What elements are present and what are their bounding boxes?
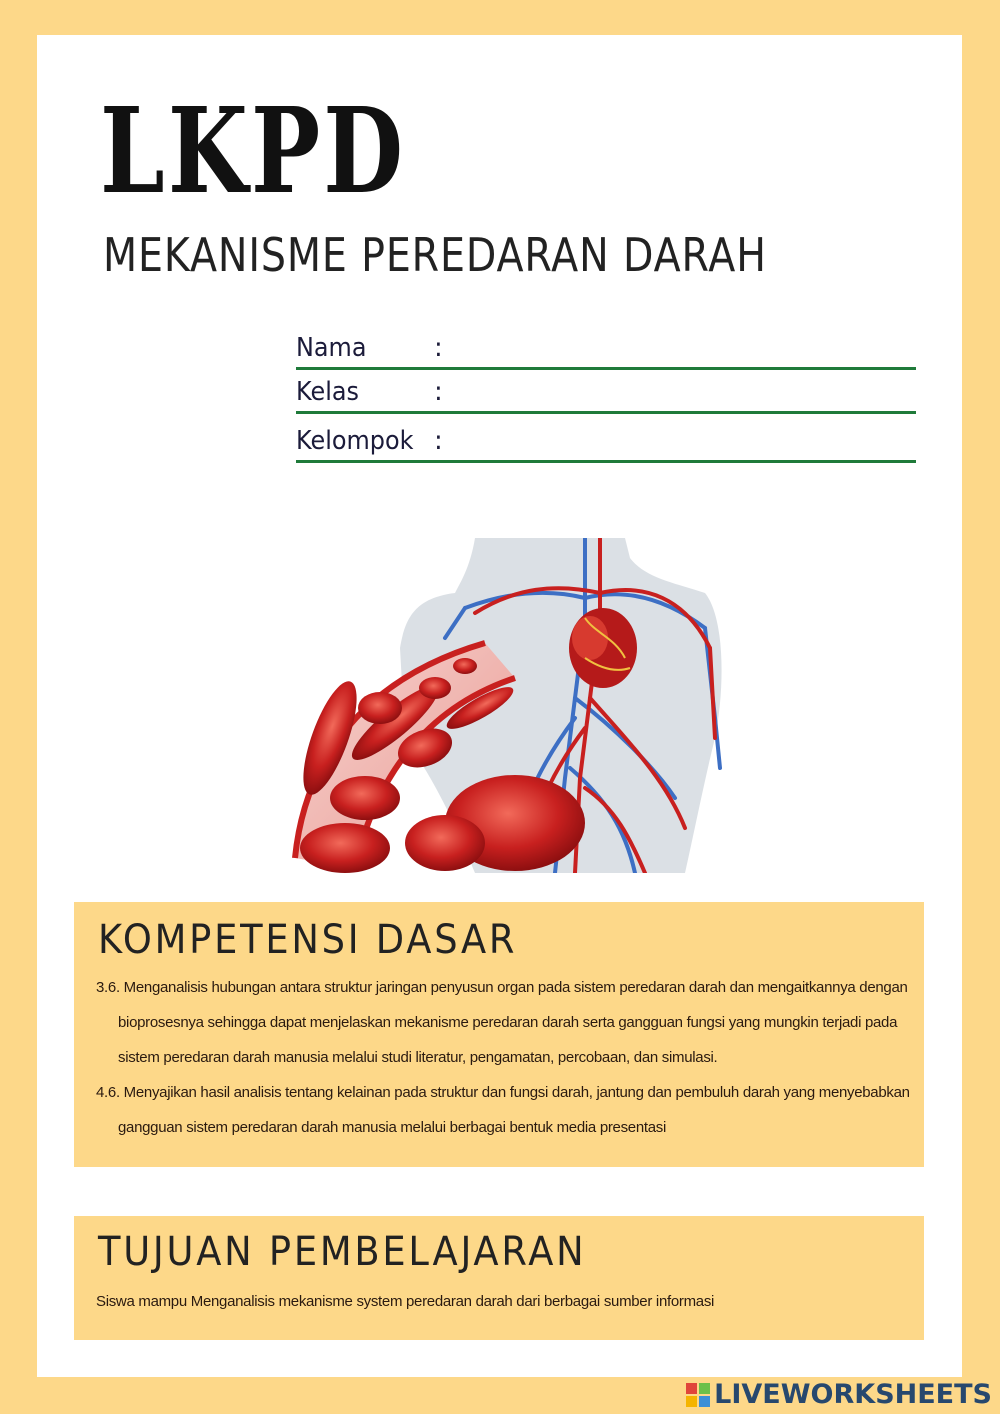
class-field[interactable] — [296, 371, 916, 414]
class-colon: : — [434, 377, 443, 407]
group-field[interactable] — [296, 420, 916, 463]
tujuan-pembelajaran-box — [74, 1216, 924, 1340]
liveworksheets-brand[interactable] — [686, 1379, 992, 1410]
name-colon: : — [434, 333, 443, 363]
page-subtitle: MEKANISME PEREDARAN DARAH — [103, 228, 767, 282]
kompetensi-item1-line1: 3.6. Menganalisis hubungan antara struktur jaringan penyusun organ pada sistem peredaran darah dan mengaitkannya dengan — [96, 979, 908, 996]
name-label: Nama — [296, 333, 367, 363]
kompetensi-item2-line1: 4.6. Menyajikan hasil analisis tentang kelainan pada struktur dan fungsi darah, jantung dan pembuluh darah yang menyebabkan — [96, 1084, 910, 1101]
group-label: Kelompok — [296, 426, 414, 456]
tujuan-title: TUJUAN PEMBELAJARAN — [98, 1229, 587, 1275]
circulatory-system-illustration — [285, 538, 730, 873]
name-field[interactable] — [296, 327, 916, 370]
brand-text: LIVEWORKSHEETS — [714, 1379, 992, 1410]
kompetensi-item1-line3: sistem peredaran darah manusia melalui studi literatur, pengamatan, percobaan, dan simulasi. — [118, 1049, 718, 1066]
tujuan-text: Siswa mampu Menganalisis mekanisme system peredaran darah dari berbagai sumber informasi — [96, 1293, 715, 1310]
page-title: LKPD — [100, 81, 407, 220]
liveworksheets-logo-icon — [686, 1383, 710, 1407]
kompetensi-title: KOMPETENSI DASAR — [98, 917, 518, 963]
kompetensi-item1-line2: bioprosesnya sehingga dapat menjelaskan mekanisme peredaran darah serta gangguan fungsi yang mungkin terjadi pada — [118, 1014, 898, 1031]
group-colon: : — [434, 426, 443, 456]
kompetensi-text — [96, 970, 916, 1145]
kompetensi-dasar-box — [74, 902, 924, 1167]
class-label: Kelas — [296, 377, 359, 407]
kompetensi-item2-line2: gangguan sistem peredaran darah manusia melalui berbagai bentuk media presentasi — [118, 1119, 667, 1136]
heart — [569, 608, 637, 688]
